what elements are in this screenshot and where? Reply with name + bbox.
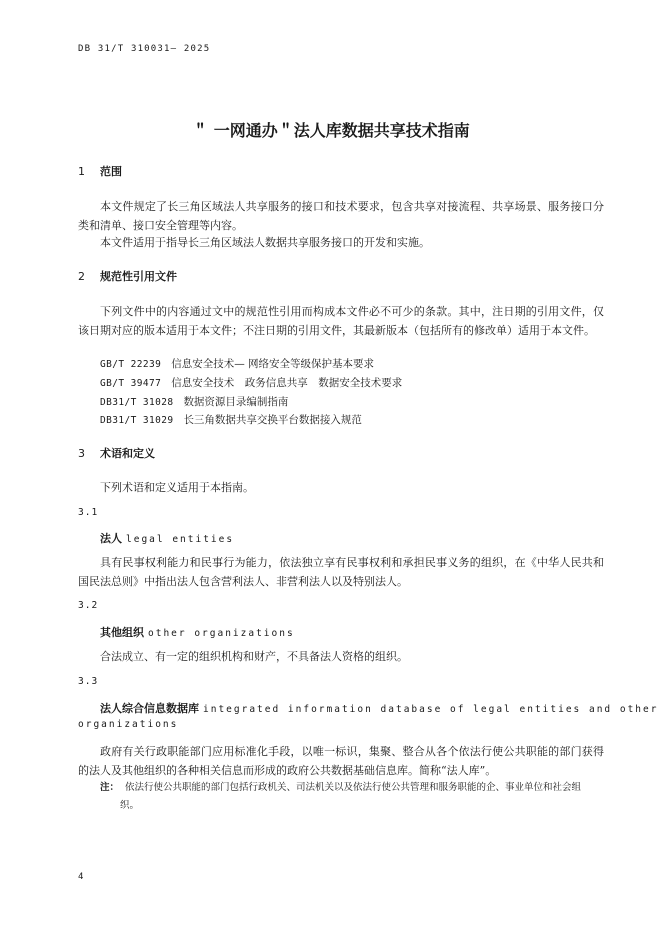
reference-item — [100, 412, 362, 427]
note-text: 依法行使公共职能的部门包括行政机关、司法机关以及依法行使公共管理和服务职能的企、事业单位和社会组 — [125, 782, 582, 793]
term-note — [100, 779, 602, 815]
term-definition: 具有民事权利能力和民事行为能力，依法独立享有民事权利和承担民事义务的组织，在《中华人民共和国民法总则》中指出法人包含营利法人、非营利法人以及特别法人。 — [78, 556, 604, 588]
reference-item — [100, 375, 402, 390]
terms-intro-paragraph: 下列术语和定义适用于本指南。 — [100, 481, 254, 494]
document-title: ＂ 一网通办＂法人库数据共享技术指南 — [192, 121, 470, 140]
term-heading — [100, 530, 234, 546]
term-name: 法人 — [100, 532, 122, 545]
section-title: 规范性引用文件 — [100, 270, 177, 283]
reference-title: 信息安全技术— 网络安全等级保护基本要求 — [171, 358, 375, 370]
reference-item — [100, 394, 288, 409]
reference-code: DB31/T 31029 — [100, 415, 174, 426]
term-heading — [100, 700, 658, 716]
section-heading-normative-references — [78, 268, 177, 284]
term-definition: 合法成立、有一定的组织机构和财产，不具备法人资格的组织。 — [100, 650, 408, 663]
scope-paragraph: 本文件适用于指导长三角区域法人数据共享服务接口的开发和实施。 — [100, 236, 430, 249]
reference-item — [100, 356, 374, 371]
normative-intro-paragraph: 下列文件中的内容通过文中的规范性引用而构成本文件必不可少的条款。其中，注日期的引用文件，仅该日期对应的版本适用于本文件；不注日期的引用文件，其最新版本（包括所有的修改单）适用于本文件。 — [78, 305, 604, 337]
reference-title: 信息安全技术 政务信息共享 数据安全技术要求 — [171, 377, 403, 389]
section-title: 术语和定义 — [100, 447, 155, 460]
term-definition: 政府有关行政职能部门应用标准化手段，以唯一标识，集聚、整合从各个依法行使公共职能的部门获得的法人及其他组织的各种相关信息而形成的政府公共数据基础信息库。简称“法人库”。 — [78, 745, 604, 777]
section-heading-scope — [78, 163, 122, 179]
reference-title: 长三角数据共享交换平台数据接入规范 — [183, 414, 362, 426]
section-number: 1 — [78, 165, 85, 178]
term-name: 法人综合信息数据库 — [100, 702, 199, 715]
term-number: 3.3 — [78, 676, 99, 687]
section-heading-terms — [78, 445, 155, 461]
reference-code: DB31/T 31028 — [100, 397, 174, 408]
note-label: 注： — [100, 782, 120, 793]
term-english: integrated information database of legal entities and other — [203, 704, 659, 715]
note-text-continued: 织。 — [120, 800, 140, 811]
scope-paragraph: 本文件规定了长三角区域法人共享服务的接口和技术要求，包含共享对接流程、共享场景、服务接口分类和清单、接口安全管理等内容。 — [78, 200, 604, 232]
section-title: 范围 — [100, 165, 122, 178]
term-name: 其他组织 — [100, 626, 144, 639]
term-number: 3.1 — [78, 507, 99, 518]
reference-title: 数据资源目录编制指南 — [183, 396, 289, 408]
page-number: 4 — [78, 872, 84, 882]
term-english: other organizations — [148, 628, 295, 639]
term-number: 3.2 — [78, 600, 99, 611]
reference-code: GB/T 39477 — [100, 378, 162, 389]
term-heading — [100, 624, 295, 640]
term-english: legal entities — [126, 534, 235, 545]
term-english-continued: organizations — [78, 719, 179, 730]
section-number: 3 — [78, 447, 85, 460]
reference-code: GB/T 22239 — [100, 359, 162, 370]
section-number: 2 — [78, 270, 85, 283]
standard-code: DB 31/T 310031— 2025 — [78, 44, 211, 54]
